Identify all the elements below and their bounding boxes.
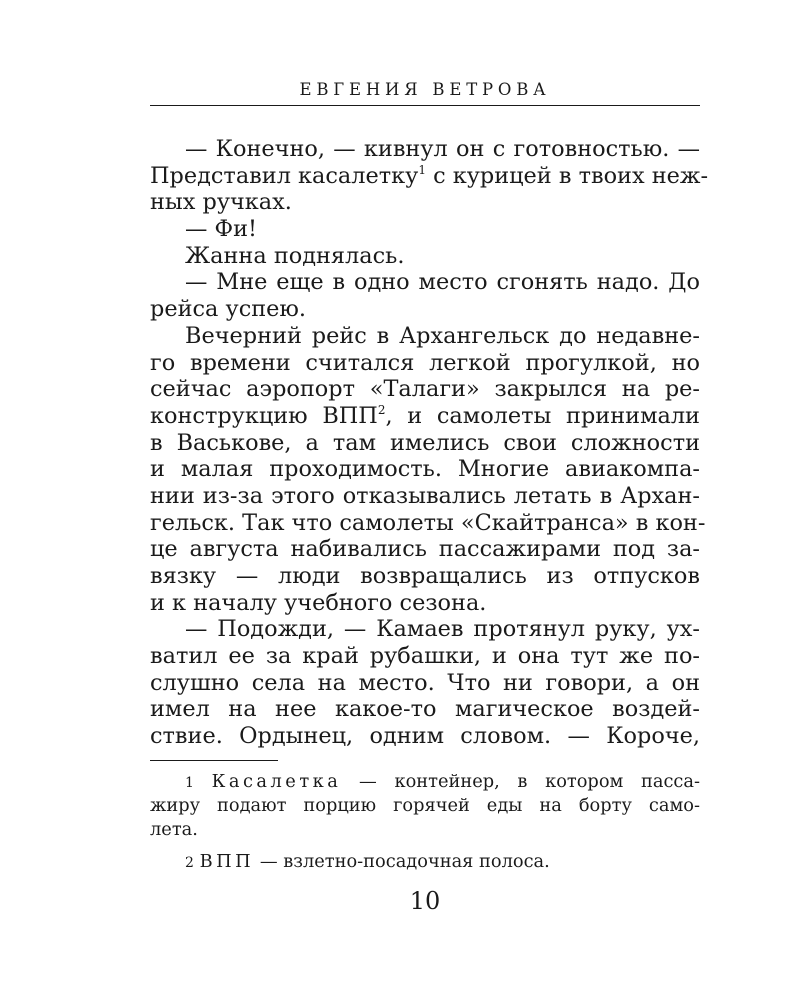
text-line: це августа набивались пассажирами под за- — [150, 536, 700, 563]
footnote-ref-1: 1 — [418, 162, 426, 177]
text-fragment: Представил касалетку — [150, 162, 419, 189]
text-line: — Фи! — [185, 216, 258, 243]
text-line: имел на нее какое-то магическое воздей- — [150, 696, 700, 723]
footnote-ref-2: 2 — [377, 402, 386, 417]
text-line: нии из-за этого отказывались летать в Архан- — [150, 482, 700, 509]
footnote-1 — [150, 770, 700, 794]
text-line: и к началу учебного сезона. — [150, 589, 487, 616]
text-fragment: , и самолеты принимали — [385, 402, 700, 429]
text-line: ных ручках. — [150, 189, 292, 216]
text-line: — Подожди, — Камаев протянул руку, ух- — [185, 616, 700, 643]
text-line: ватил ее за край рубашки, и она тут же по- — [150, 643, 700, 670]
footnote-number: 1 — [185, 775, 194, 791]
footnote-2 — [150, 850, 700, 874]
text-line: рейса успею. — [150, 296, 307, 323]
footnote-rule — [150, 760, 278, 761]
running-header: ЕВГЕНИЯ ВЕТРОВА — [299, 80, 551, 99]
text-line: ствие. Ордынец, одним словом. — Короче, — [150, 723, 700, 750]
page-number: 10 — [409, 887, 441, 915]
text-line — [150, 162, 709, 190]
footnote-line: жиру подают порцию горячей еды на борту само- — [150, 795, 700, 816]
text-fragment: с курицей в твоих неж- — [433, 162, 709, 189]
text-line: го времени считался легкой прогулкой, но — [150, 349, 700, 376]
footnote-term: ВПП — [199, 851, 255, 872]
text-line: сейчас аэропорт «Талаги» закрылся на ре- — [150, 376, 700, 403]
footnote-line: лета. — [150, 819, 198, 840]
text-line: Вечерний рейс в Архангельск до недавне- — [185, 322, 700, 349]
text-line: Жанна поднялась. — [185, 242, 405, 269]
text-line: в Васькове, а там имелись свои сложности — [150, 429, 700, 456]
footnote-text: — взлетно-посадочная полоса. — [254, 851, 550, 872]
footnotes — [150, 770, 700, 874]
text-line: — Мне еще в одно место сгонять надо. До — [185, 269, 700, 296]
text-line: слушно села на место. Что ни говори, а он — [150, 669, 700, 696]
footnote-number: 2 — [185, 855, 194, 871]
text-fragment: конструкцию ВПП — [150, 402, 378, 429]
header-rule — [150, 105, 700, 106]
footnote-text: — контейнер, в котором пасса- — [341, 771, 700, 792]
text-line — [150, 403, 700, 430]
main-text — [150, 136, 709, 750]
text-line: — Конечно, — кивнул он с готовностью. — — [185, 136, 700, 162]
text-line: и малая проходимость. Многие авиакомпа- — [150, 456, 700, 483]
text-line: вязку — люди возвращались из отпусков — [150, 563, 700, 589]
footnote-term: Касалетка — [211, 771, 342, 792]
text-line: гельск. Так что самолеты «Скайтранса» в кон- — [150, 509, 706, 536]
